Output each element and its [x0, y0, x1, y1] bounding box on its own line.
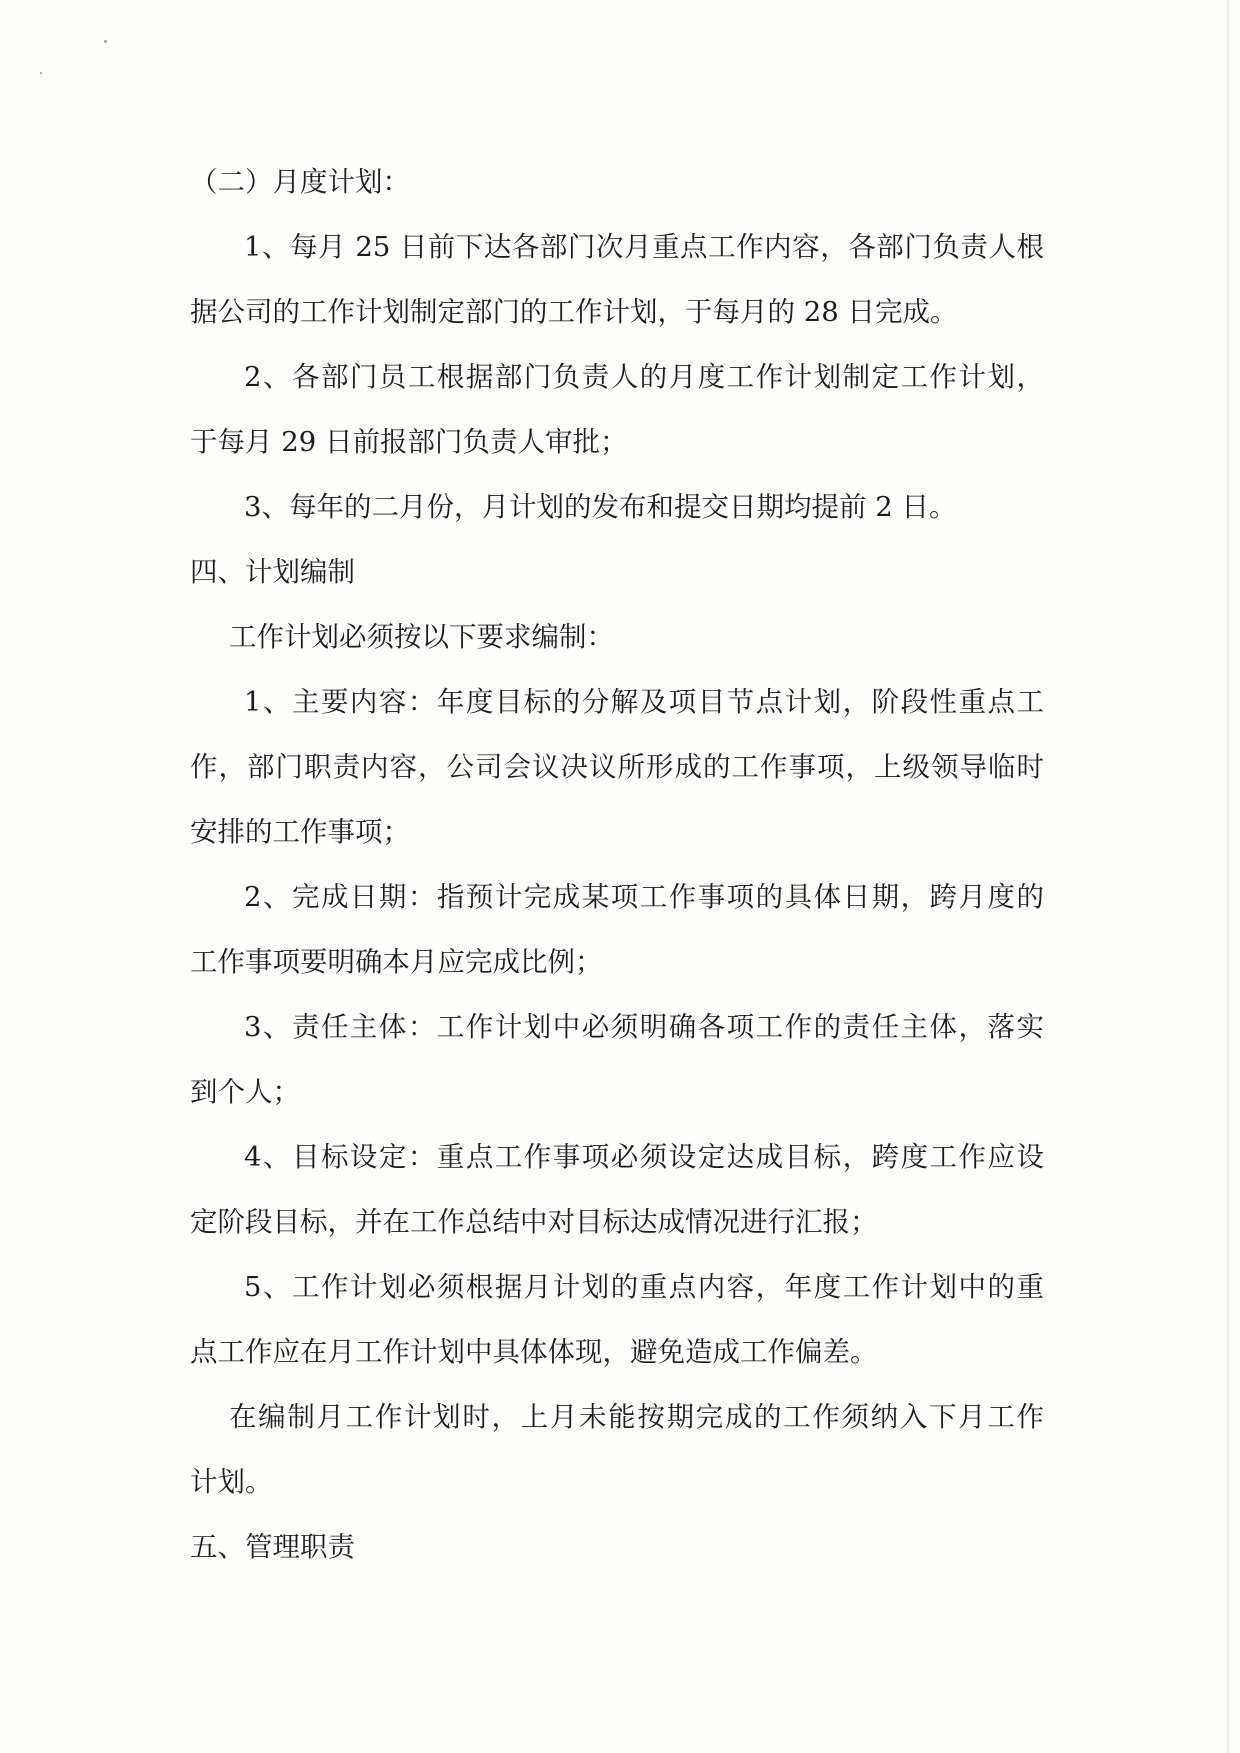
- list-item-line: 作，部门职责内容，公司会议决议所形成的工作事项，上级领导临时: [190, 751, 1044, 783]
- document-body: [190, 150, 1044, 1580]
- list-item-line: 1、主要内容：年度目标的分解及项目节点计划，阶段性重点工: [244, 686, 1044, 718]
- list-item-line: 安排的工作事项；: [190, 816, 410, 848]
- list-item-line: 5、工作计划必须根据月计划的重点内容，年度工作计划中的重: [244, 1271, 1044, 1303]
- section-heading-management-duties: 五、管理职责: [190, 1531, 355, 1563]
- scan-speck: [104, 40, 107, 43]
- section-intro: 工作计划必须按以下要求编制：: [229, 621, 614, 653]
- closing-paragraph-line: 在编制月工作计划时，上月未能按期完成的工作须纳入下月工作: [229, 1401, 1044, 1433]
- list-item-line: 3、每年的二月份，月计划的发布和提交日期均提前 2 日。: [244, 491, 957, 523]
- list-item-line: 2、完成日期：指预计完成某项工作事项的具体日期，跨月度的: [244, 881, 1044, 913]
- list-item-line: 于每月 29 日前报部门负责人审批；: [190, 426, 628, 458]
- list-item-line: 点工作应在月工作计划中具体体现，避免造成工作偏差。: [190, 1336, 878, 1368]
- list-item-line: 定阶段目标，并在工作总结中对目标达成情况进行汇报；: [190, 1206, 878, 1238]
- list-item-line: 3、责任主体：工作计划中必须明确各项工作的责任主体，落实: [244, 1011, 1044, 1043]
- list-item-line: 据公司的工作计划制定部门的工作计划，于每月的 28 日完成。: [190, 296, 958, 328]
- scan-edge-shadow: [1226, 0, 1230, 1753]
- section-heading-plan-compilation: 四、计划编制: [190, 556, 355, 588]
- list-item-line: 工作事项要明确本月应完成比例；: [190, 946, 603, 978]
- list-item-line: 1、每月 25 日前下达各部门次月重点工作内容，各部门负责人根: [244, 231, 1044, 263]
- list-item-line: 4、目标设定：重点工作事项必须设定达成目标，跨度工作应设: [244, 1141, 1044, 1173]
- scan-speck: [40, 72, 42, 74]
- section-heading-monthly-plan: （二）月度计划：: [190, 166, 410, 198]
- list-item-line: 2、各部门员工根据部门负责人的月度工作计划制定工作计划，: [244, 361, 1044, 393]
- closing-paragraph-line: 计划。: [190, 1466, 273, 1498]
- list-item-line: 到个人；: [190, 1076, 300, 1108]
